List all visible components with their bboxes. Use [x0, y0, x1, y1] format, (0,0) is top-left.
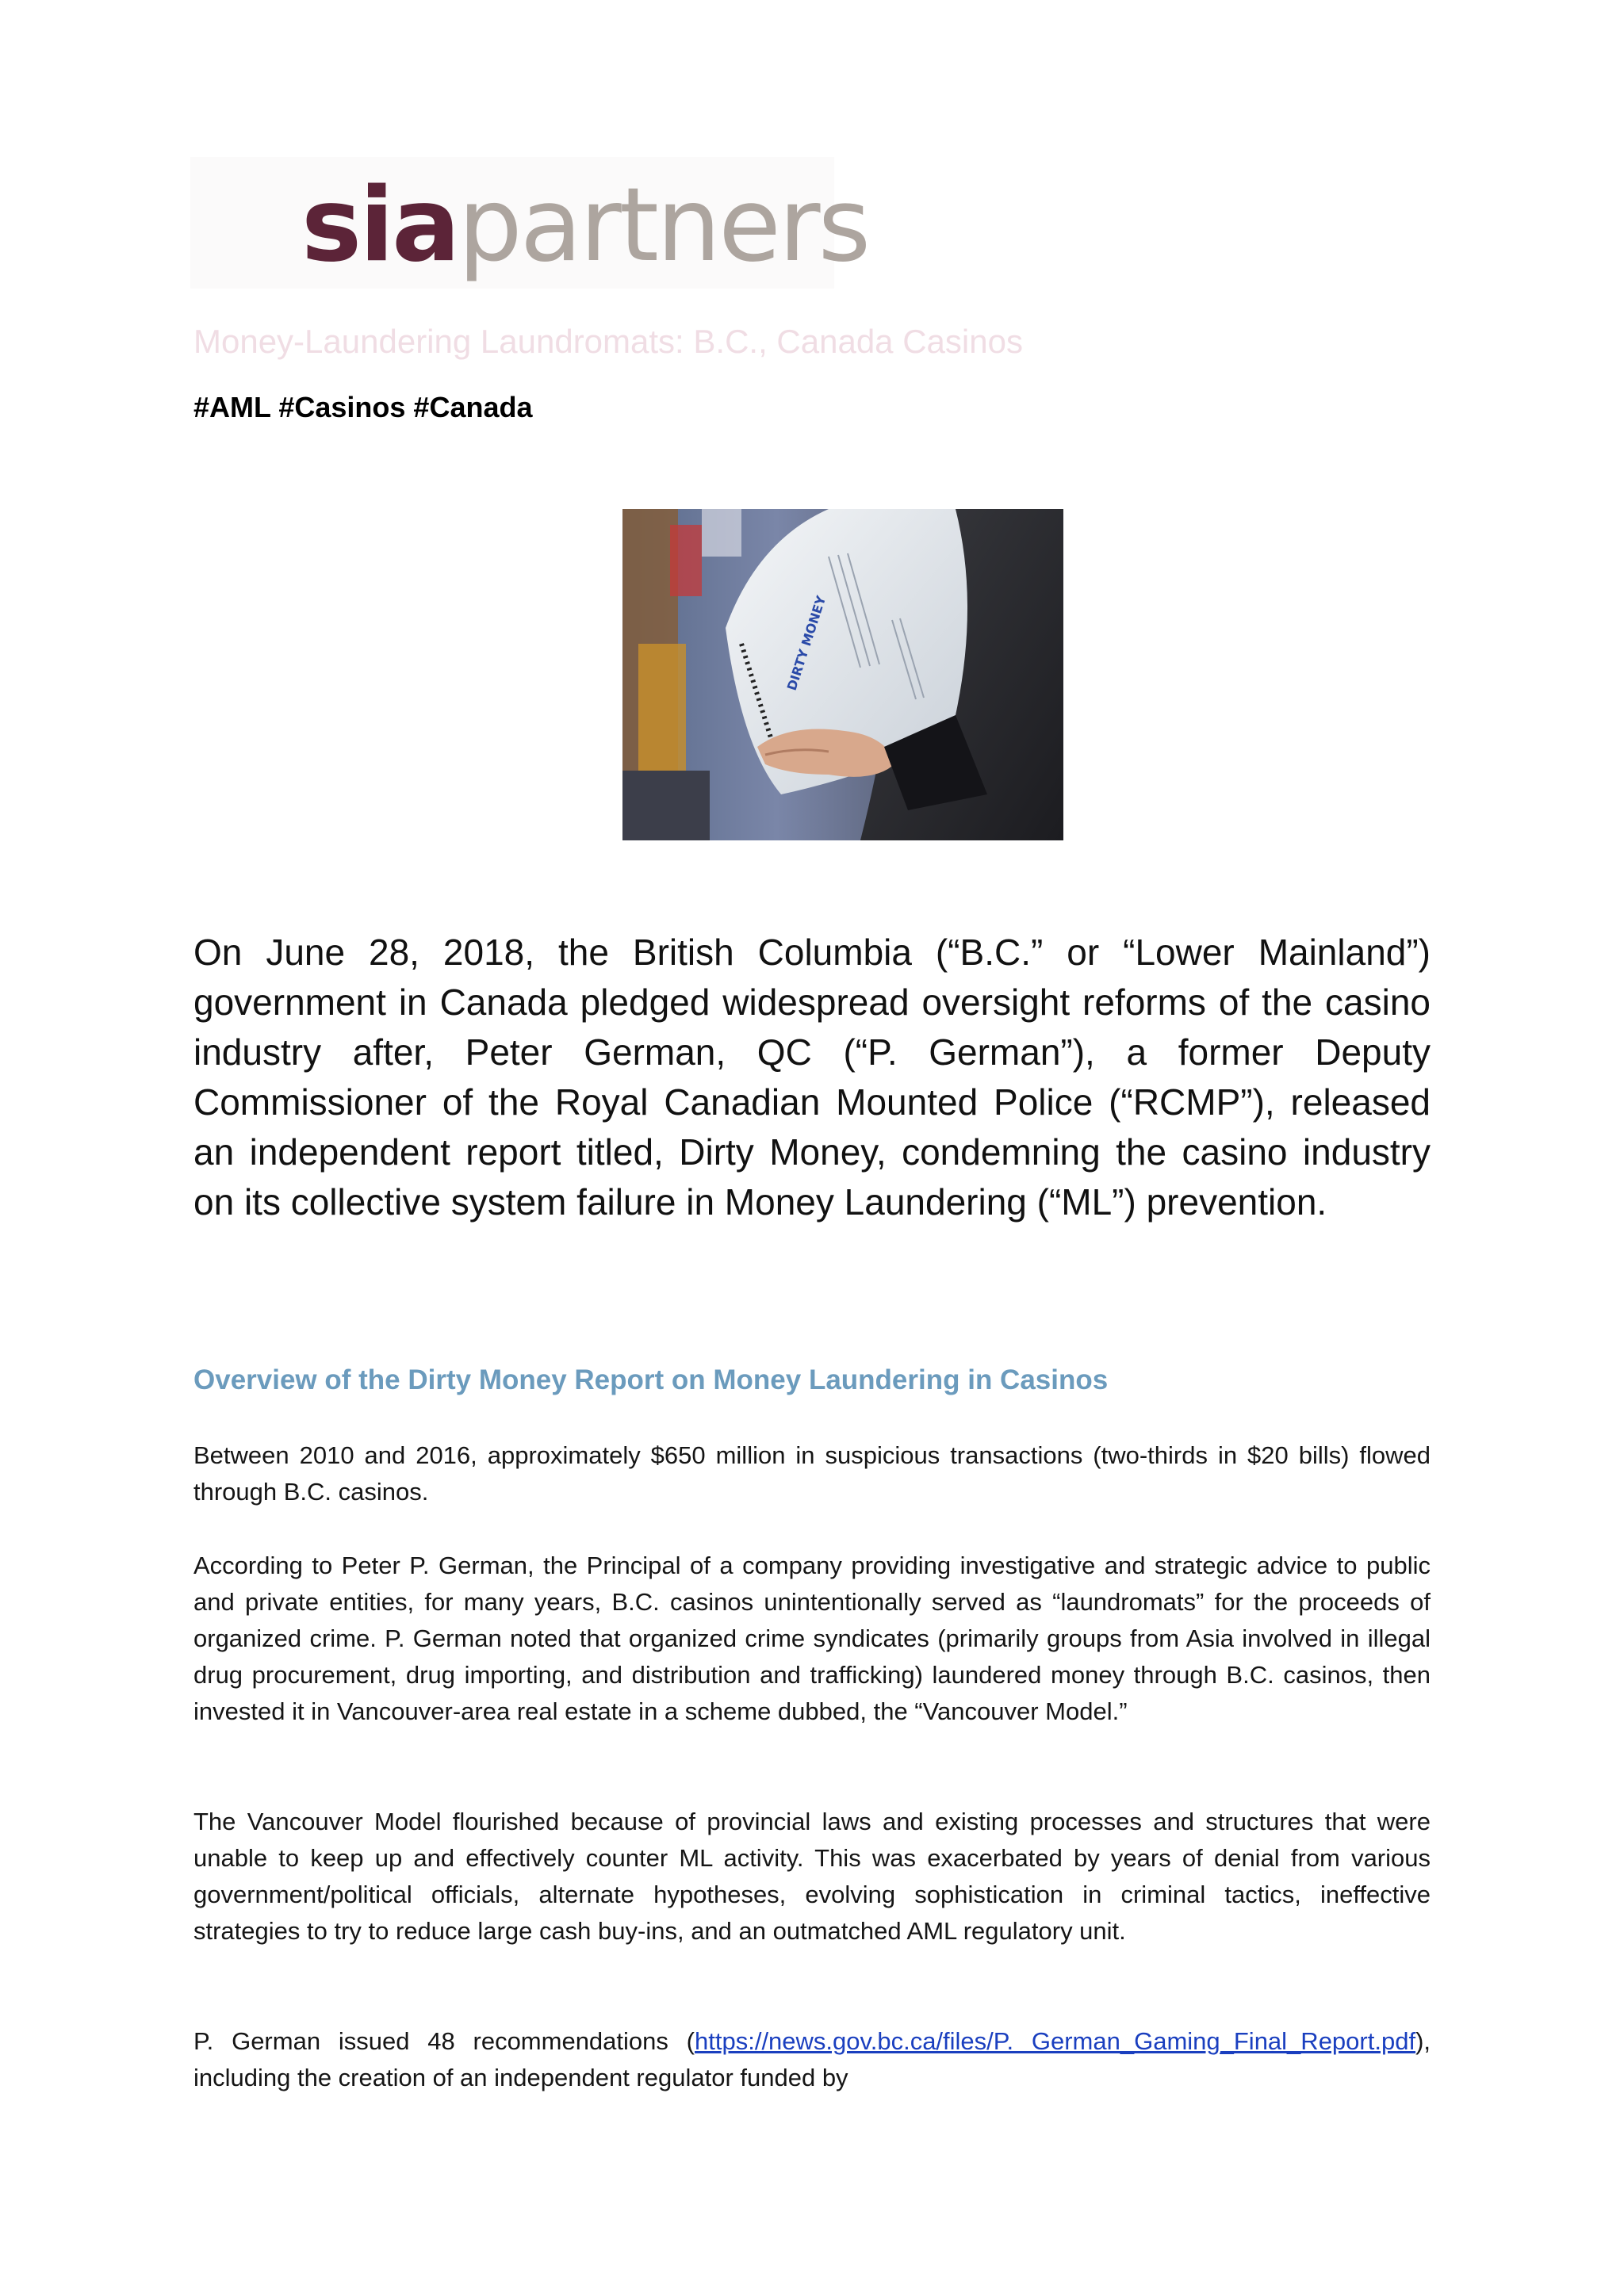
paragraph-4-start: P. German issued 48 recommendations ( [193, 2027, 695, 2055]
section-heading: Overview of the Dirty Money Report on Money Laundering in Casinos [193, 1364, 1109, 1395]
body-paragraph-1: Between 2010 and 2016, approximately $650 million in suspicious transactions (two-thirds in $20 bills) flowed through B.C. casinos. [193, 1441, 1431, 1506]
report-photo [622, 509, 1063, 840]
body-paragraph-2: According to Peter P. German, the Principal of a company providing investigative and strategic advice to public and private entities, for many years, B.C. casinos unintentionally served as “laundromats” for the proceeds of organized crime. P. German noted that organized crime syndicates (primarily groups from Asia involved in illegal drug procurement, drug importing, and distribution and trafficking) laundered money through B.C. casinos, then invested it in Vancouver-area real estate in a scheme dubbed, the “Vancouver Model.” [193, 1552, 1431, 1725]
logo [190, 157, 869, 289]
article-tags: #AML #Casinos #Canada [193, 391, 533, 423]
logo-brand-part2: partners [458, 166, 869, 285]
lead-paragraph: On June 28, 2018, the British Columbia (“B.C.” or “Lower Mainland”) government in Canada pledged widespread oversight reforms of the casino industry after, Peter German, QC (“P. German”), a former Deputy Commissioner of the Royal Canadian Mounted Police (“RCMP”), released an independent report titled, Dirty Money, condemning the casino industry on its collective system failure in Money Laundering (“ML”) prevention. [193, 932, 1431, 1223]
logo-wordmark [301, 166, 868, 285]
article-title: Money-Laundering Laundromats: B.C., Canada Casinos [193, 323, 1023, 360]
body-paragraph-4 [193, 2023, 1431, 2096]
body-paragraph-3: The Vancouver Model flourished because of provincial laws and existing processes and structures that were unable to keep up and effectively counter ML activity. This was exacerbated by years of denial from various government/political officials, alternate hypotheses, evolving sophistication in criminal tactics, ineffective strategies to try to reduce large cash buy-ins, and an outmatched AML regulatory unit. [193, 1808, 1431, 1945]
report-link[interactable]: https://news.gov.bc.ca/files/P. German_Gaming_Final_Report.pdf [695, 2027, 1416, 2055]
paragraph-4-end: ), including the creation of an independent regulator funded by [193, 2027, 1431, 2091]
logo-brand-part1: sia [301, 166, 458, 285]
photo-document-heading: DIRTY MONEY [783, 594, 829, 693]
